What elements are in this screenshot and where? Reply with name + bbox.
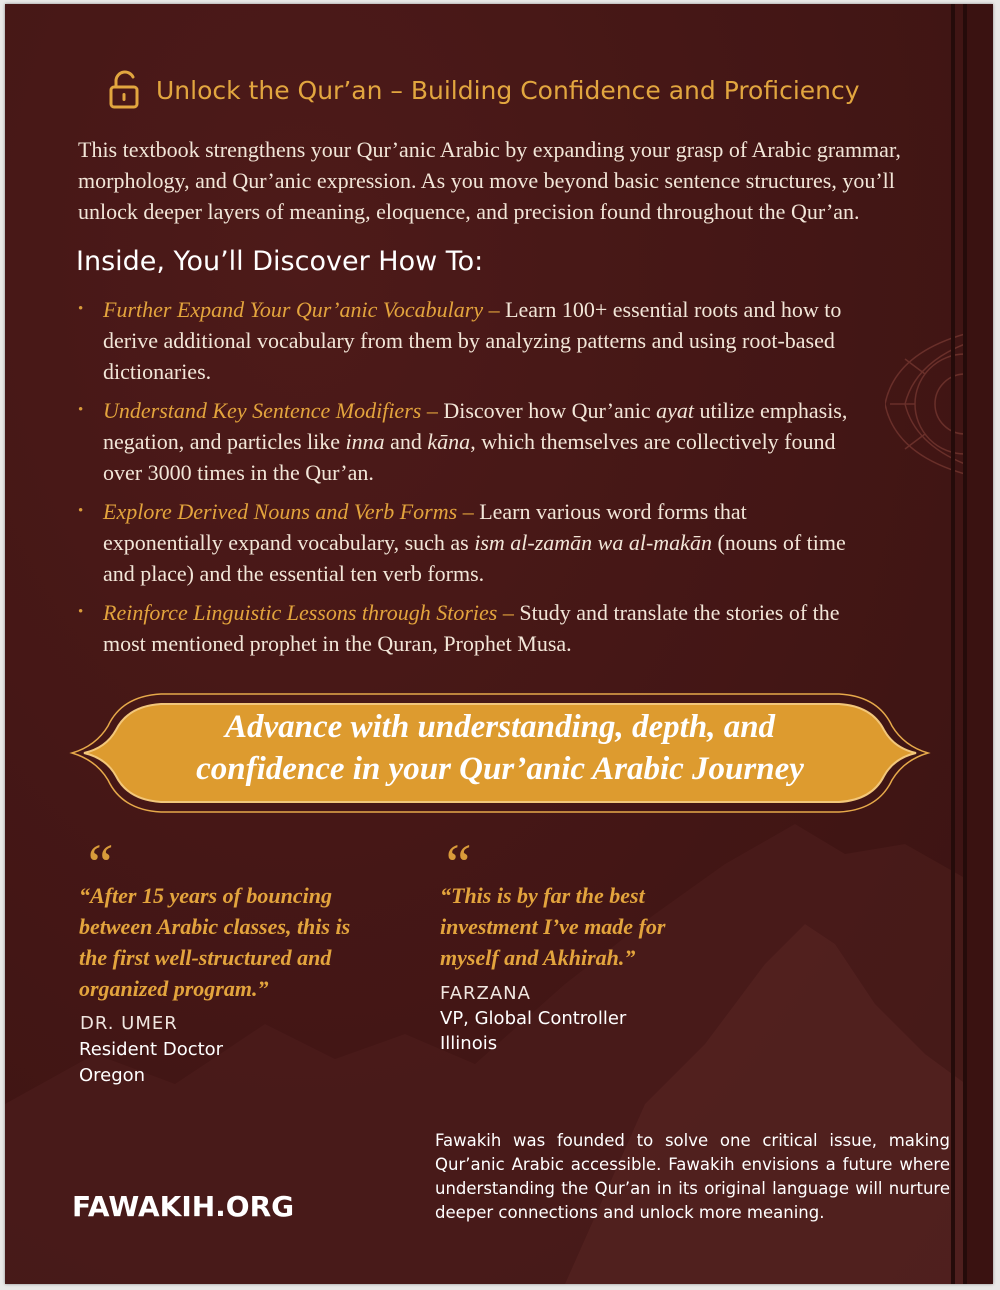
- list-item-text: , which themselves are collectively found over 3000 times in the Qur’an.: [103, 429, 836, 485]
- list-item-text: (nouns of time and place) and the essential ten verb forms.: [103, 530, 846, 586]
- about-paragraph: Fawakih was founded to solve one critical issue, making Qur’anic Arabic accessible. Fawakih envisions a future where understanding the Qur’an in its original language will nurture deeper connections and unlock more meaning.: [435, 1131, 950, 1222]
- list-item: [78, 597, 858, 659]
- website-link[interactable]: FAWAKIH.ORG: [72, 1190, 295, 1223]
- tagline: [66, 706, 934, 790]
- quote-line: between Arabic classes, this is: [79, 914, 351, 939]
- term-ayat: ayat: [656, 398, 695, 423]
- bullet-dot: •: [78, 503, 84, 519]
- tagline-line: Advance with understanding, depth, and: [224, 709, 776, 745]
- quote-line: the first well-structured and: [79, 945, 332, 970]
- testimonial-place: Illinois: [440, 1033, 498, 1054]
- testimonial-name: DR. UMER: [80, 1013, 178, 1034]
- testimonial-role: VP, Global Controller: [440, 1008, 627, 1029]
- section-title: Inside, You’ll Discover How To:: [76, 246, 484, 277]
- testimonial-quote: [440, 880, 760, 973]
- bullet-dot: •: [78, 301, 84, 317]
- testimonial-place: Oregon: [79, 1065, 146, 1086]
- list-item-text: Learn 100+ essential roots and how to derive additional vocabulary from them by analyzing patterns and using root-based dictionaries.: [103, 297, 842, 384]
- list-item: [78, 294, 858, 387]
- quote-mark-icon: “: [440, 832, 473, 897]
- heading-text: Unlock the Qur’an – Building Confidence and Proficiency: [156, 75, 860, 105]
- unlock-icon: [108, 70, 142, 110]
- list-item-lead: Further Expand Your Qur’anic Vocabulary –: [103, 297, 500, 322]
- quote-line: “This is by far the best: [440, 883, 645, 908]
- term-kana: kāna: [427, 429, 471, 454]
- quote-line: “After 15 years of bouncing: [79, 883, 332, 908]
- list-item-lead: Explore Derived Nouns and Verb Forms –: [103, 499, 474, 524]
- quote-line: investment I’ve made for: [440, 914, 666, 939]
- quote-line: organized program.”: [79, 976, 269, 1001]
- term-ism-al-zaman: ism al-zamān wa al-makān: [474, 530, 712, 555]
- list-item-text: and: [390, 429, 422, 454]
- cover-heading: [108, 70, 948, 110]
- list-item-lead: Reinforce Linguistic Lessons through Stories –: [103, 600, 514, 625]
- list-item-lead: Understand Key Sentence Modifiers –: [103, 398, 438, 423]
- quote-line: myself and Akhirah.”: [440, 945, 636, 970]
- list-item-text: Discover how Qur’anic: [443, 398, 651, 423]
- testimonial-quote: [79, 880, 409, 1004]
- bullet-dot: •: [78, 604, 84, 620]
- bullet-dot: •: [78, 402, 84, 418]
- testimonial-name: FARZANA: [440, 983, 531, 1004]
- spine-strip: [967, 4, 993, 1284]
- testimonial-role: Resident Doctor: [79, 1039, 224, 1060]
- list-item: [78, 395, 858, 488]
- discover-list: [78, 294, 858, 667]
- tagline-line: confidence in your Qur’anic Arabic Journey: [196, 751, 804, 787]
- list-item: [78, 496, 858, 589]
- list-item-text: Learn various word forms that exponentially expand vocabulary, such as: [103, 499, 747, 555]
- term-inna: inna: [345, 429, 385, 454]
- list-item-text: utilize emphasis, negation, and particles like: [103, 398, 848, 454]
- list-item-text: Study and translate the stories of the most mentioned prophet in the Quran, Prophet Musa.: [103, 600, 840, 656]
- quote-mark-icon: “: [82, 832, 115, 897]
- intro-paragraph: This textbook strengthens your Qur’anic Arabic by expanding your grasp of Arabic grammar, morphology, and Qur’anic expression. As you move beyond basic sentence structures, you’ll unlock deeper layers of meaning, eloquence, and precision found throughout the Qur’an.: [78, 137, 901, 224]
